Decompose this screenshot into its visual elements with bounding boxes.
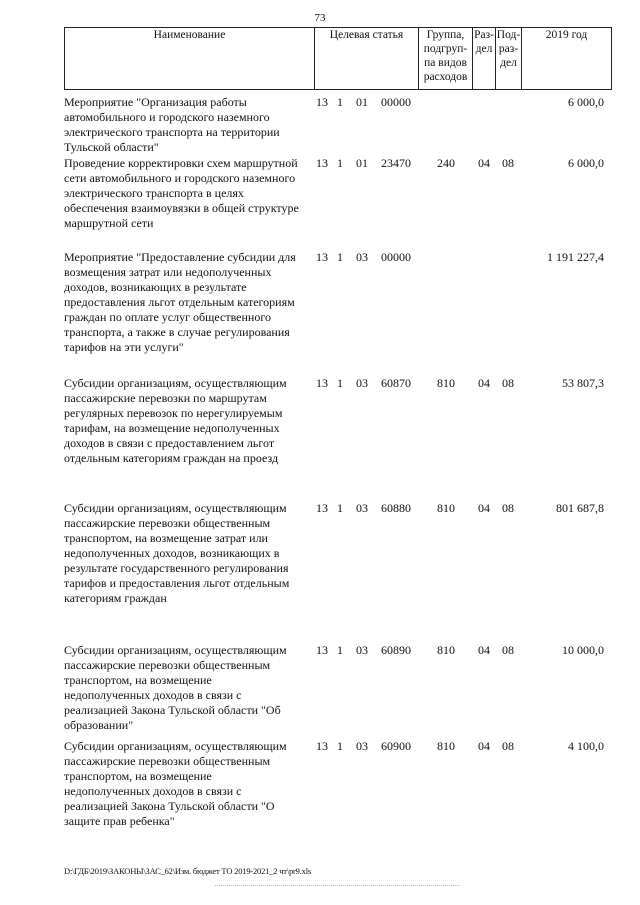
- code-direction: 00000: [381, 95, 411, 109]
- row-name-line: Субсидии организациям, осуществляющим: [64, 376, 287, 390]
- row-name-line: маршрутной сети: [64, 216, 154, 230]
- row-name-line: доходов в связи с предоставлением льгот: [64, 436, 275, 450]
- code-direction: 00000: [381, 250, 411, 264]
- code-subprogram: 1: [337, 643, 343, 657]
- page-number: 73: [314, 12, 326, 24]
- row-name-line: Проведение корректировки схем маршрутной: [64, 156, 298, 170]
- header-subsection: Под- раз- дел: [496, 29, 521, 69]
- code-program: 13: [316, 250, 328, 264]
- row-name-line: возмещения затрат или недополученных: [64, 265, 272, 279]
- row-name: [64, 376, 316, 466]
- expense-group: 240: [437, 156, 455, 170]
- header-group: Группа, подгруп- па видов расходов: [423, 29, 468, 83]
- amount-2019: 4 100,0: [568, 739, 604, 753]
- header-target: Целевая статья: [329, 29, 404, 41]
- row-name-line: Субсидии организациям, осуществляющим: [64, 643, 287, 657]
- row-name-line: пассажирские перевозки общественным: [64, 754, 271, 768]
- code-program: 13: [316, 376, 328, 390]
- podrazdel: 08: [502, 739, 514, 753]
- header-right-border: [611, 27, 612, 90]
- row-name-line: Мероприятие "Предоставление субсидии для: [64, 250, 296, 264]
- row-name-line: защите прав ребенка": [64, 814, 175, 828]
- header-section: Раз- дел: [474, 29, 494, 55]
- row-name: [64, 250, 316, 355]
- header-name: Наименование: [153, 29, 226, 41]
- razdel: 04: [478, 156, 490, 170]
- row-name-line: Тульской области": [64, 140, 159, 154]
- razdel: 04: [478, 643, 490, 657]
- row-name-line: недополученных доходов в связи с: [64, 784, 242, 798]
- podrazdel: 08: [502, 156, 514, 170]
- code-program: 13: [316, 501, 328, 515]
- expense-group: 810: [437, 739, 455, 753]
- code-subprogram: 1: [337, 501, 343, 515]
- code-program: 13: [316, 156, 328, 170]
- code-measure: 03: [356, 501, 368, 515]
- code-measure: 03: [356, 739, 368, 753]
- razdel: 04: [478, 376, 490, 390]
- row-name-line: Мероприятие "Организация работы: [64, 95, 247, 109]
- code-subprogram: 1: [337, 739, 343, 753]
- row-name-line: недополученных доходов, возникающих в: [64, 546, 280, 560]
- amount-2019: 6 000,0: [568, 156, 604, 170]
- code-measure: 03: [356, 250, 368, 264]
- amount-2019: 1 191 227,4: [547, 250, 604, 264]
- row-name-line: транспортом, на возмещение: [64, 673, 212, 687]
- row-name-line: реализацией Закона Тульской области "О: [64, 799, 275, 813]
- code-subprogram: 1: [337, 376, 343, 390]
- razdel: 04: [478, 501, 490, 515]
- expense-group: 810: [437, 376, 455, 390]
- expense-group: 810: [437, 501, 455, 515]
- code-program: 13: [316, 95, 328, 109]
- row-name-line: тарифам, на возмещение недополученных: [64, 421, 280, 435]
- row-name-line: сети автомобильного и городского наземного: [64, 171, 296, 185]
- row-name: [64, 95, 316, 155]
- amount-2019: 6 000,0: [568, 95, 604, 109]
- header-bottom-border: [64, 89, 612, 90]
- code-program: 13: [316, 739, 328, 753]
- amount-2019: 801 687,8: [556, 501, 604, 515]
- row-name-line: категориям граждан: [64, 591, 167, 605]
- row-name-line: недополученных доходов в связи с: [64, 688, 242, 702]
- row-name-line: отдельным категориям граждан на проезд: [64, 451, 279, 465]
- scan-artifact: [215, 885, 460, 890]
- row-name-line: предоставления льгот отдельным категориям: [64, 295, 295, 309]
- row-name-line: тарифов на эти услуги": [64, 340, 184, 354]
- row-name-line: транспортом, на возмещение: [64, 769, 212, 783]
- podrazdel: 08: [502, 643, 514, 657]
- row-name-line: Субсидии организациям, осуществляющим: [64, 501, 287, 515]
- code-measure: 03: [356, 376, 368, 390]
- podrazdel: 08: [502, 501, 514, 515]
- row-name-line: автомобильного и городского наземного: [64, 110, 270, 124]
- row-name-line: обеспечения взаимоувязки в общей структуре: [64, 201, 299, 215]
- row-name-line: результате государственного регулирования: [64, 561, 289, 575]
- row-name-line: тарифов и предоставления льгот отдельным: [64, 576, 290, 590]
- row-name-line: пассажирские перевозки общественным: [64, 658, 271, 672]
- row-name-line: Субсидии организациям, осуществляющим: [64, 739, 287, 753]
- code-program: 13: [316, 643, 328, 657]
- row-name-line: граждан по оплате услуг общественного: [64, 310, 271, 324]
- expense-group: 810: [437, 643, 455, 657]
- row-name-line: реализацией Закона Тульской области "Об: [64, 703, 281, 717]
- file-path-footer: D:\ГДБ\2019\ЗАКОНЫ\ЗАС_62\Изм. бюджет ТО 2019-2021_2 чт\pr9.xls: [64, 866, 311, 876]
- row-name: [64, 643, 316, 733]
- row-name-line: пассажирские перевозки по маршрутам: [64, 391, 267, 405]
- code-direction: 60890: [381, 643, 411, 657]
- code-measure: 01: [356, 156, 368, 170]
- row-name: [64, 739, 316, 829]
- razdel: 04: [478, 739, 490, 753]
- code-measure: 03: [356, 643, 368, 657]
- code-direction: 60900: [381, 739, 411, 753]
- row-name-line: регулярных перевозок по нерегулируемым: [64, 406, 283, 420]
- row-name-line: электрического транспорта на территории: [64, 125, 280, 139]
- amount-2019: 10 000,0: [562, 643, 604, 657]
- podrazdel: 08: [502, 376, 514, 390]
- row-name-line: транспортом, на возмещение затрат или: [64, 531, 268, 545]
- code-direction: 60880: [381, 501, 411, 515]
- code-subprogram: 1: [337, 156, 343, 170]
- row-name-line: образовании": [64, 718, 134, 732]
- row-name-line: электрического транспорта в целях: [64, 186, 244, 200]
- code-direction: 60870: [381, 376, 411, 390]
- row-name: [64, 501, 316, 606]
- code-measure: 01: [356, 95, 368, 109]
- header-year: 2019 год: [545, 29, 588, 41]
- code-subprogram: 1: [337, 250, 343, 264]
- row-name-line: доходов, возникающих в результате: [64, 280, 247, 294]
- row-name: [64, 156, 316, 231]
- row-name-line: транспорта, а также в случае регулирования: [64, 325, 290, 339]
- row-name-line: пассажирские перевозки общественным: [64, 516, 271, 530]
- amount-2019: 53 807,3: [562, 376, 604, 390]
- code-subprogram: 1: [337, 95, 343, 109]
- code-direction: 23470: [381, 156, 411, 170]
